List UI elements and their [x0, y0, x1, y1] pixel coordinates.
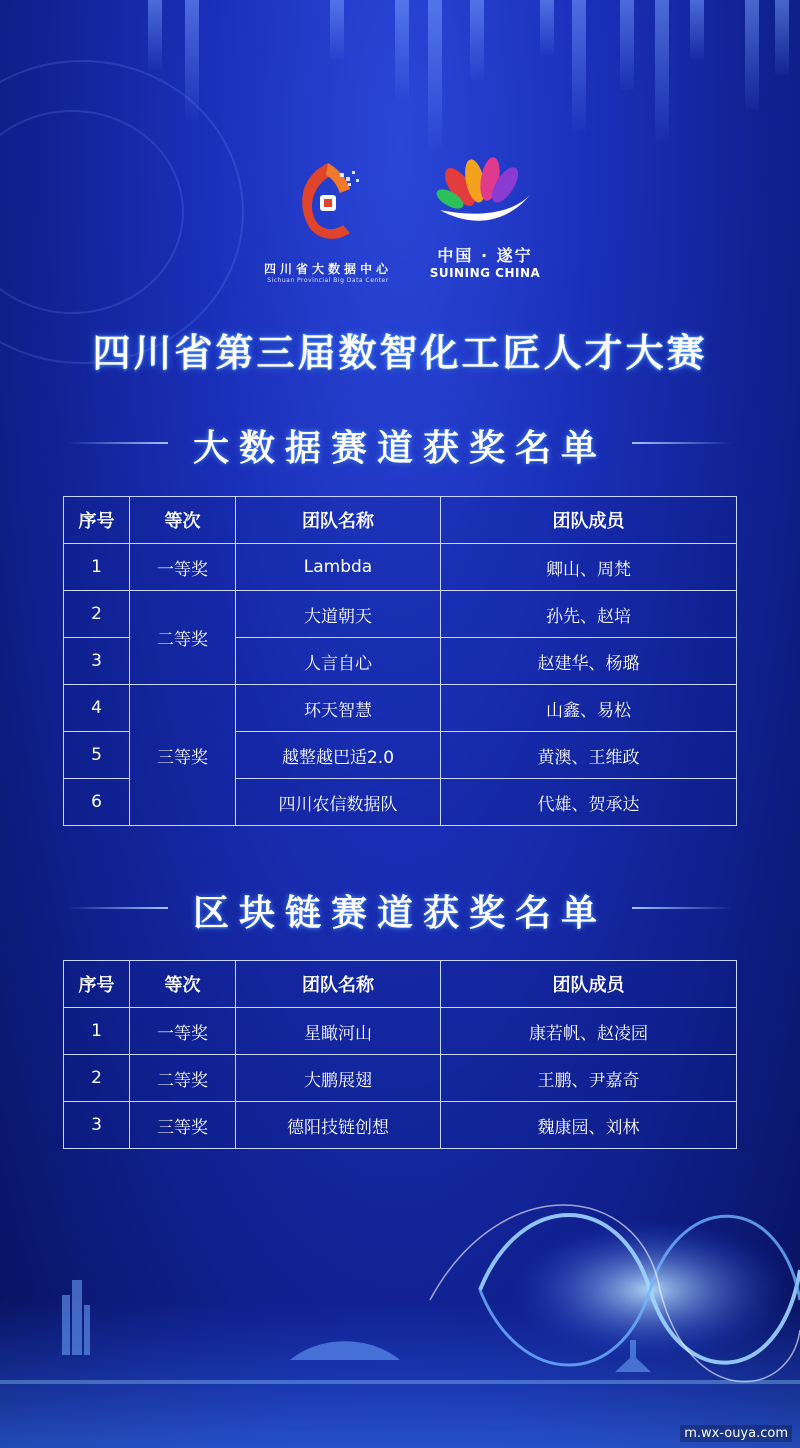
cell-rank: 二等奖	[130, 591, 236, 685]
logo-area	[0, 150, 800, 290]
big-data-center-name-en: Sichuan Provincial Big Data Center	[267, 277, 389, 284]
decorative-light-trails	[0, 1150, 800, 1448]
header-rank: 等次	[130, 961, 236, 1008]
cell-no: 4	[64, 685, 130, 732]
cell-no: 6	[64, 779, 130, 826]
divider-line	[632, 442, 732, 444]
table-header-row	[64, 961, 737, 1008]
cell-no: 1	[64, 1008, 130, 1055]
section-blockchain-header	[0, 885, 800, 935]
cell-rank: 三等奖	[130, 685, 236, 826]
cell-team: Lambda	[236, 544, 441, 591]
header-no: 序号	[64, 497, 130, 544]
cell-no: 1	[64, 544, 130, 591]
cell-members: 康若帆、赵凌园	[441, 1008, 737, 1055]
cell-rank: 三等奖	[130, 1102, 236, 1149]
section-blockchain-title: 区块链赛道获奖名单	[192, 893, 607, 934]
table-row	[64, 591, 737, 638]
table-row	[64, 544, 737, 591]
header-rank: 等次	[130, 497, 236, 544]
table-row	[64, 1055, 737, 1102]
cell-members: 魏康园、刘林	[441, 1102, 737, 1149]
infinity-light-icon	[0, 1150, 800, 1448]
cell-members: 卿山、周梵	[441, 544, 737, 591]
cell-team: 越整越巴适2.0	[236, 732, 441, 779]
blockchain-award-table	[63, 960, 737, 1149]
cell-no: 5	[64, 732, 130, 779]
header-no: 序号	[64, 961, 130, 1008]
table-row	[64, 1102, 737, 1149]
cell-team: 大鹏展翅	[236, 1055, 441, 1102]
suining-name: 中国 · 遂宁	[437, 246, 533, 265]
cell-team: 德阳技链创想	[236, 1102, 441, 1149]
table-row	[64, 685, 737, 732]
cell-team: 人言自心	[236, 638, 441, 685]
cell-team: 四川农信数据队	[236, 779, 441, 826]
suining-lotus-icon	[430, 155, 540, 235]
cell-no: 3	[64, 1102, 130, 1149]
cell-members: 赵建华、杨璐	[441, 638, 737, 685]
cell-team: 星瞰河山	[236, 1008, 441, 1055]
table-row	[64, 1008, 737, 1055]
cell-no: 2	[64, 1055, 130, 1102]
watermark: m.wx-ouya.com	[680, 1425, 792, 1442]
cell-members: 黄澳、王维政	[441, 732, 737, 779]
big-data-center-name: 四川省大数据中心	[263, 262, 392, 276]
cell-members: 山鑫、易松	[441, 685, 737, 732]
cell-team: 大道朝天	[236, 591, 441, 638]
cell-team: 环天智慧	[236, 685, 441, 732]
cell-rank: 一等奖	[130, 1008, 236, 1055]
cell-no: 2	[64, 591, 130, 638]
header-team: 团队名称	[236, 961, 441, 1008]
header-members: 团队成员	[441, 961, 737, 1008]
header-members: 团队成员	[441, 497, 737, 544]
page-title: 四川省第三届数智化工匠人才大赛	[92, 331, 708, 375]
section-big-data-header	[0, 420, 800, 470]
table-header-row	[64, 497, 737, 544]
cell-members: 王鹏、尹嘉奇	[441, 1055, 737, 1102]
cell-members: 代雄、贺承达	[441, 779, 737, 826]
big-data-center-emblem-icon	[288, 155, 368, 250]
big-data-center-logo	[258, 155, 398, 284]
header-team: 团队名称	[236, 497, 441, 544]
big-data-award-table	[63, 496, 737, 826]
cell-members: 孙先、赵培	[441, 591, 737, 638]
suining-logo	[420, 155, 550, 280]
cell-no: 3	[64, 638, 130, 685]
cell-rank: 二等奖	[130, 1055, 236, 1102]
cell-rank: 一等奖	[130, 544, 236, 591]
section-big-data-title: 大数据赛道获奖名单	[192, 428, 607, 469]
suining-name-en: SUINING CHINA	[429, 266, 541, 280]
divider-line	[632, 907, 732, 909]
